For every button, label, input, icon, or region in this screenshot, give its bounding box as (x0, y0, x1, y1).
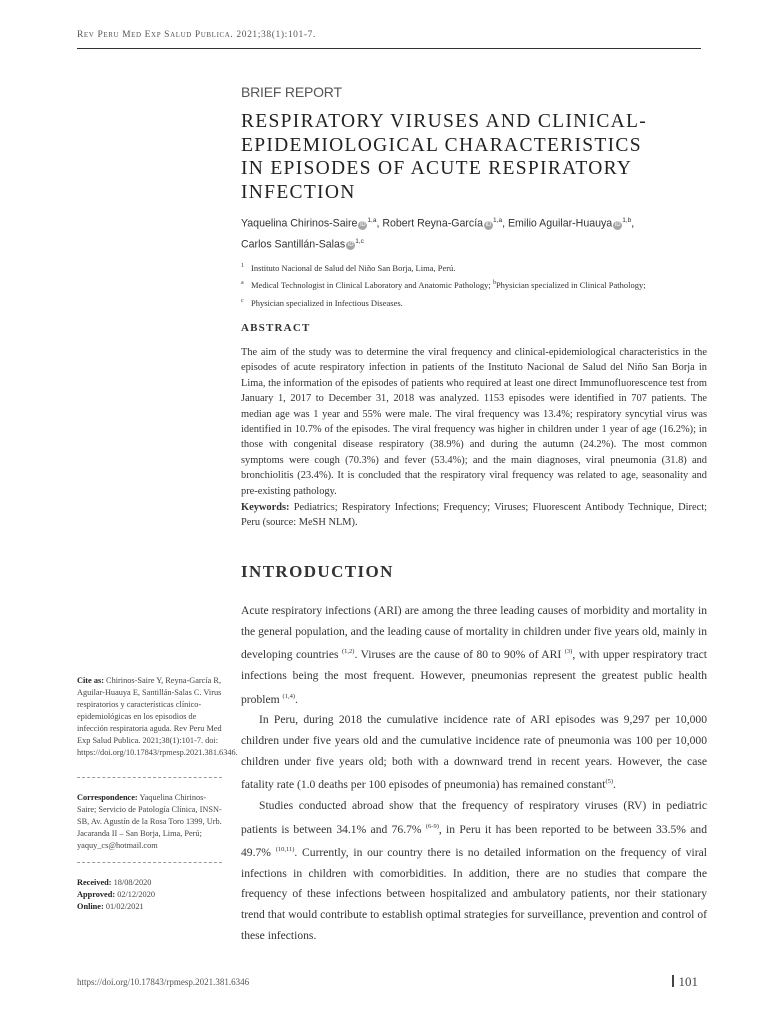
author-name[interactable]: Robert Reyna-García (382, 217, 484, 230)
orcid-icon[interactable]: iD (614, 221, 621, 228)
citation: (5) (605, 778, 614, 786)
header-rule (77, 48, 701, 49)
keywords-text: Pediatrics; Respiratory Infections; Frequency; Viruses; Fluorescent Antibody Technique, Direct; Peru (source: MeSH NLM). (241, 502, 707, 529)
author-sup: 1,c (355, 237, 364, 245)
keywords-label: Keywords: (241, 502, 290, 513)
article-title: RESPIRATORY VIRUSES AND CLINICAL-EPIDEMIOLOGICAL CHARACTERISTICS IN EPISODES OF ACUTE RESPIRATORY INFECTION (241, 111, 648, 203)
introduction-heading: INTRODUCTION (241, 562, 394, 581)
footer-doi-link[interactable]: https://doi.org/10.17843/rpmesp.2021.381.6346 (77, 977, 250, 987)
sidebar-divider (77, 777, 222, 778)
abstract-heading: ABSTRACT (241, 322, 311, 334)
page-number: 101 (672, 974, 698, 990)
affiliation-row: $^a$ Medical Technologist in Clinical Laboratory and Anatomic Pathology; $^b$Physician specialized in Clinical Pathology; (241, 280, 646, 291)
introduction-body (241, 601, 707, 947)
sidebar-divider (77, 862, 222, 863)
citation: (1,2) (341, 648, 355, 656)
affiliation-row: $^c$ Physician specialized in Infectious Diseases. (241, 297, 403, 308)
section-label: BRIEF REPORT (241, 84, 342, 100)
paragraph: Studies conducted abroad show that the frequency of respiratory viruses (RV) in pediatric patients is between 34.1% and 76.7% $^{(6-9)}$, in Peru it has been reported to be between 33.5% and 49.7% $^{(10,11)}$. Currently, in our country there is no detailed information on the frequency of viral infections in children with comorbidities. In addition, there are no studies that compare the frequency of these infections between hospitalized and ambulatory patients, nor their stationary trend that would contribute to establish optimal strategies for surveillance, prevention and control of these infections. (241, 798, 707, 942)
abstract-text: The aim of the study was to determine the viral frequency and clinical-epidemiological characteristics in the episodes of acute respiratory infection in patients of the Instituto Nacional de Salud del Niño San Borja in Lima, the information of the episodes of patients who required at least one direct Immunofluorescence test from January 1, 2017 to December 31, 2018 was analyzed. 1153 episodes were identified in 707 patients. The median age was 1 year and 55% were male. The viral frequency was 13.4%; respiratory syncytial virus was identified in 10.7% of the episodes. The viral frequency was higher in children under 1 year of age (16.2%); in those with congenital disease respiratory (38.9%) and during the autumn (24.2%). The most common symptoms were cough (70.3%) and fever (53.4%); and the main diagnoses, viral pneumonia (31.8) and bronchiolitis (23.4%). It is concluded that the respiratory viral frequency was related to age, seasonality and pre-existing pathology. (241, 347, 707, 497)
author-list: Yaquelina Chirinos-Saire iD$^{1,a}$, Robert Reyna-García iD$^{1,a}$, Emilio Aguilar-Huauya iD$^{1,b}$, Carlos Santillán-Salas iD$^{1,c}$ (241, 217, 635, 251)
page-number-bar (672, 975, 674, 987)
author-name[interactable]: Emilio Aguilar-Huauya (507, 217, 613, 230)
running-header: Rev Peru Med Exp Salud Publica. 2021;38(1):101-7. (77, 30, 316, 40)
correspondence-note: Correspondence: Yaquelina Chirinos-Saire; Servicio de Patología Clínica, INSN-SB, Av. Agustín de la Rosa Toro 1399, Urb. Jacaranda II – San Borja, Lima, Perú; yaquy_cs@hotmail.com (77, 793, 222, 850)
citation: (1,4) (282, 692, 296, 700)
author-sup: 1,a (493, 217, 503, 224)
orcid-icon[interactable]: iD (347, 242, 354, 249)
author-name[interactable]: Yaquelina Chirinos-Saire (241, 217, 358, 230)
citation: (3) (564, 648, 573, 656)
orcid-icon[interactable]: iD (485, 221, 492, 228)
affiliation-row: $^1$ Instituto Nacional de Salud del Niño San Borja, Lima, Perú. (241, 262, 456, 273)
author-name[interactable]: Carlos Santillán-Salas (241, 238, 346, 251)
affiliations (241, 259, 646, 311)
paragraph: In Peru, during 2018 the cumulative incidence rate of ARI episodes was 9,297 per 10,000 children under five years old and the cumulative incidence rate of pneumonia was 100 per 10,000 children under five years old; both with a downward trend in recent years. However, the case fatality rate (1.0 deaths per 100 episodes of pneumonia) has remained constant$^{(5)}$. (241, 713, 707, 792)
paragraph: Acute respiratory infections (ARI) are among the three leading causes of morbidity and mortality in the general population, and the leading cause of mortality in children under five years old, mainly in developing countries $^{(1,2)}$. Viruses are the cause of 80 to 90% of ARI $^{(3)}$, with upper respiratory tract infections being the most frequent. However, pneumonias represent the greatest public health problem $^{(1,4)}$. (241, 604, 707, 706)
dates-note: Received: 18/08/2020 Approved: 02/12/2020 Online: 01/02/2021 (77, 878, 155, 911)
citation: (10,11) (275, 846, 295, 854)
author-sup: 1,b (622, 217, 632, 224)
author-sup: 1,a (367, 217, 377, 224)
citation: (6-9) (425, 822, 439, 830)
keywords (241, 500, 707, 531)
cite-as-note: Cite as: Chirinos-Saire Y, Reyna-García R, Aguilar-Huauya E, Santillán-Salas C. Virus respiratorios y características clínico-epidemiológicas en los episodios de infección respiratoria aguda. Rev Peru Med Exp Salud Publica. 2021;38(1):101-7. doi: https://doi.org/10.17843/rpmesp.2021.381.6346. (77, 676, 238, 757)
orcid-icon[interactable]: iD (360, 221, 366, 228)
